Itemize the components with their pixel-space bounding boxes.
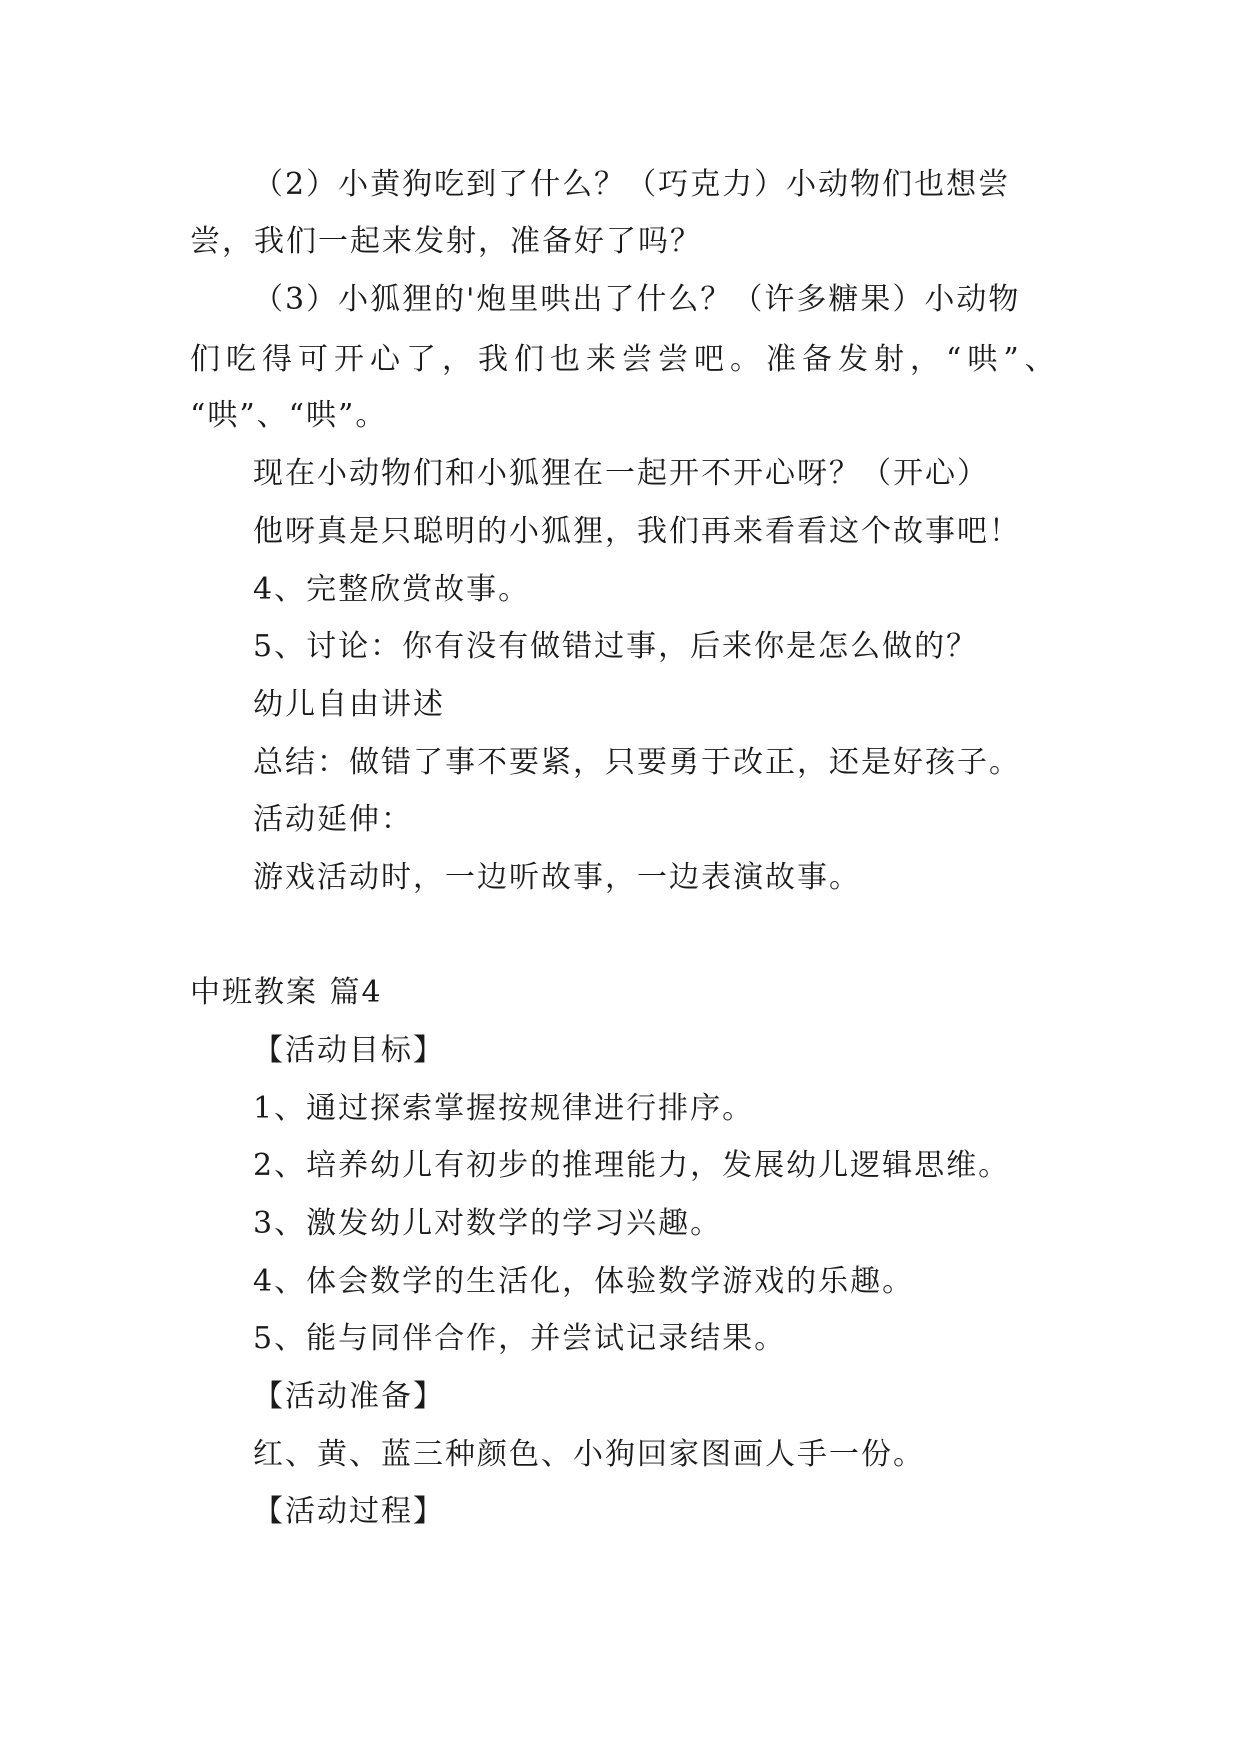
list-item: 2、培养幼儿有初步的推理能力，发展幼儿逻辑思维。: [253, 1148, 1011, 1183]
paragraph-line: 总结：做错了事不要紧，只要勇于改正，还是好孩子。: [253, 745, 1021, 780]
list-item: 5、能与同伴合作，并尝试记录结果。: [253, 1321, 787, 1356]
section-heading: 【活动过程】: [253, 1494, 445, 1529]
paragraph-line: 游戏活动时，一边听故事，一边表演故事。: [253, 860, 861, 895]
paragraph-line: （3）小狐狸的'炮里哄出了什么？（许多糖果）小动物: [253, 282, 1021, 317]
paragraph-line: 他呀真是只聪明的小狐狸，我们再来看看这个故事吧！: [253, 514, 1021, 549]
paragraph-line: 尝，我们一起来发射，准备好了吗？: [190, 224, 702, 259]
paragraph-line: 4、完整欣赏故事。: [253, 572, 531, 607]
paragraph-line: 现在小动物们和小狐狸在一起开不开心呀？（开心）: [253, 456, 989, 491]
section-heading: 【活动目标】: [253, 1033, 445, 1068]
paragraph-line: 们吃得可开心了，我们也来尝尝吧。准备发射，“哄”、: [190, 342, 1061, 377]
paragraph-line: （2）小黄狗吃到了什么？（巧克力）小动物们也想尝: [253, 167, 1011, 202]
paragraph-line: “哄”、“哄”。: [190, 398, 388, 433]
paragraph-line: 红、黄、蓝三种颜色、小狗回家图画人手一份。: [253, 1437, 925, 1472]
list-item: 4、体会数学的生活化，体验数学游戏的乐趣。: [253, 1264, 915, 1299]
section-title: 中班教案 篇4: [190, 975, 383, 1010]
list-item: 3、激发幼儿对数学的学习兴趣。: [253, 1206, 723, 1241]
paragraph-line: 幼儿自由讲述: [253, 687, 445, 722]
list-item: 1、通过探索掌握按规律进行排序。: [253, 1091, 755, 1126]
paragraph-line: 活动延伸：: [253, 802, 413, 837]
paragraph-line: 5、讨论：你有没有做错过事，后来你是怎么做的？: [253, 629, 979, 664]
section-heading: 【活动准备】: [253, 1379, 445, 1414]
